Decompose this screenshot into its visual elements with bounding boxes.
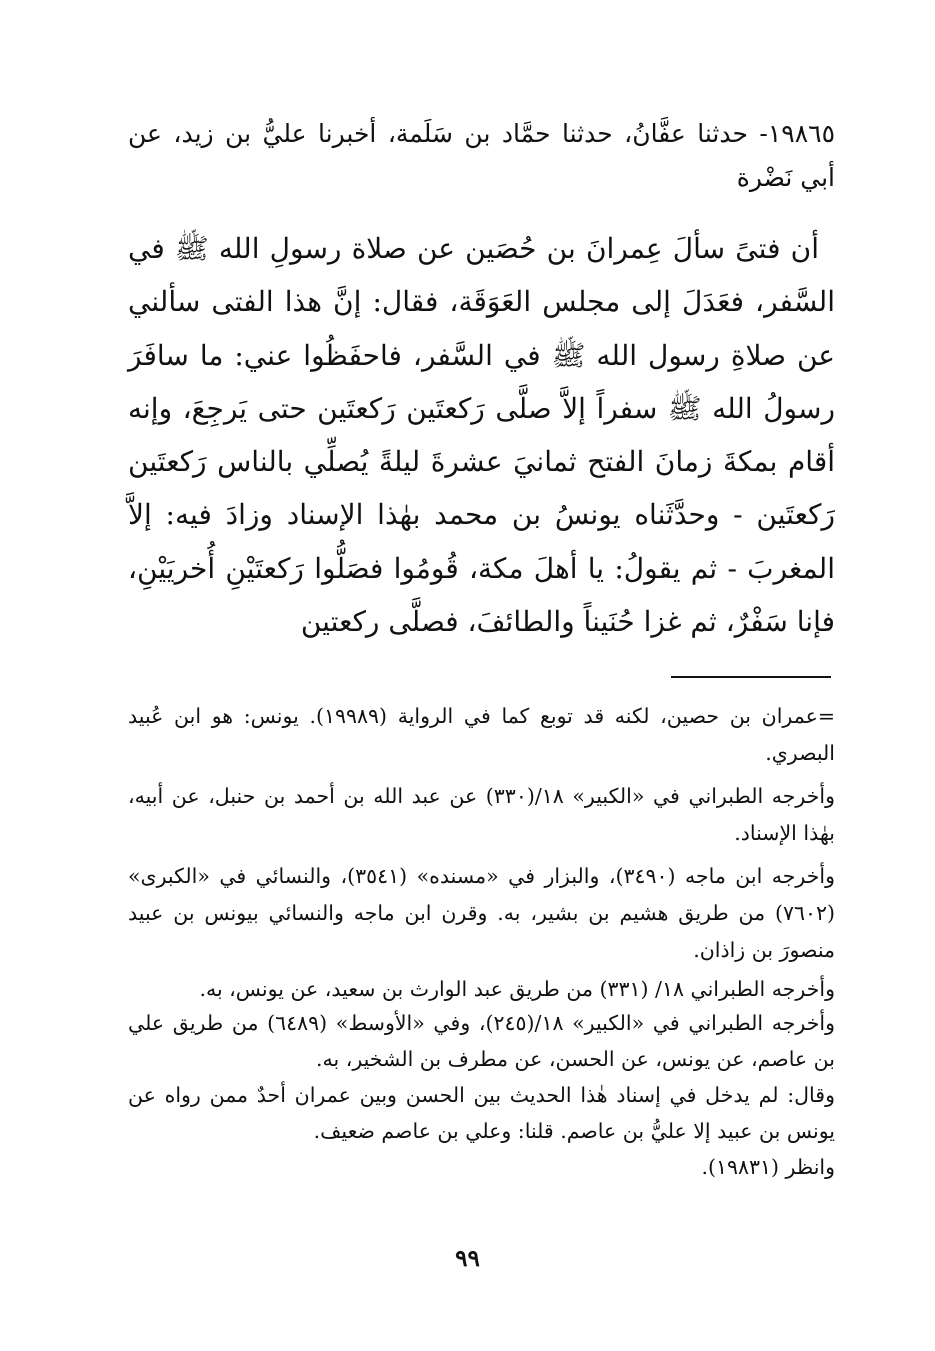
hadith-body (128, 112, 835, 648)
footnote-paragraph: وانظر (١٩٨٣١). (701, 1155, 835, 1179)
footnote-paragraph: =عمران بن حصين، لكنه قد توبع كما في الرواية (١٩٩٨٩). يونس: هو ابن عُبيد البصري. (128, 704, 835, 765)
footnote-paragraph: وأخرجه الطبراني ١٨/ (٣٣١) من طريق عبد الوارث بن سعيد، عن يونس، به. (199, 977, 835, 1001)
hadith-matn: أن فتىً سألَ عِمرانَ بن حُصَين عن صلاة رسولِ الله ﷺ في السَّفر، فعَدَلَ إلى مجلس العَوَقَة، فقال: إنَّ هذا الفتى سألني عن صلاةِ رسول الله ﷺ في السَّفر، فاحفَظُوا عني: ما سافَرَ رسولُ الله ﷺ سفراً إلاَّ صلَّى رَكعتَين رَكعتَين حتى يَرجِعَ، وإنه أقام بمكةَ زمانَ الفتح ثمانيَ عشرةَ ليلةً يُصلِّي بالناس رَكعتَين رَكعتَين - وحدَّثَناه يونسُ بن محمد بهٰذا الإسناد وزادَ فيه: إلاَّ المغربَ - ثم يقولُ: يا أهلَ مكة، قُومُوا فصَلُّوا رَكعتَيْنِ أُخريَيْنِ، فإنا سَفْرٌ، ثم غزا حُنَيناً والطائفَ، فصلَّى ركعتين (128, 232, 835, 639)
footnote-separator (671, 676, 831, 678)
footnote-paragraph: وقال: لم يدخل في إسناد هٰذا الحديث بين الحسن وبين عمران أحدٌ ممن رواه عن يونس بن عبيد إلا عليُّ بن عاصم. قلنا: وعلي بن عاصم ضعيف. (128, 1083, 835, 1143)
footnote-paragraph: وأخرجه الطبراني في «الكبير» ١٨/(٣٣٠) عن عبد الله بن أحمد بن حنبل، عن أبيه، بهٰذا الإسناد. (128, 784, 836, 845)
footnotes (128, 698, 835, 1185)
footnote-paragraph: وأخرجه ابن ماجه (٣٤٩٠)، والبزار في «مسنده» (٣٥٤١)، والنسائي في «الكبرى» (٧٦٠٢) من طريق هشيم بن بشير، به. وقرن ابن ماجه والنسائي بيونس بن عبيد منصورَ بن زاذان. (128, 864, 835, 962)
footnote-paragraph: وأخرجه الطبراني في «الكبير» ١٨/(٢٤٥)، وفي «الأوسط» (٦٤٨٩) من طريق علي بن عاصم، عن يونس، عن الحسن، عن مطرف بن الشخير، به. (128, 1011, 835, 1071)
hadith-isnad: ١٩٨٦٥- حدثنا عفَّانُ، حدثنا حمَّاد بن سَلَمة، أخبرنا عليُّ بن زيد، عن أبي نَضْرة (128, 119, 835, 192)
page-number: ٩٩ (455, 1245, 480, 1272)
